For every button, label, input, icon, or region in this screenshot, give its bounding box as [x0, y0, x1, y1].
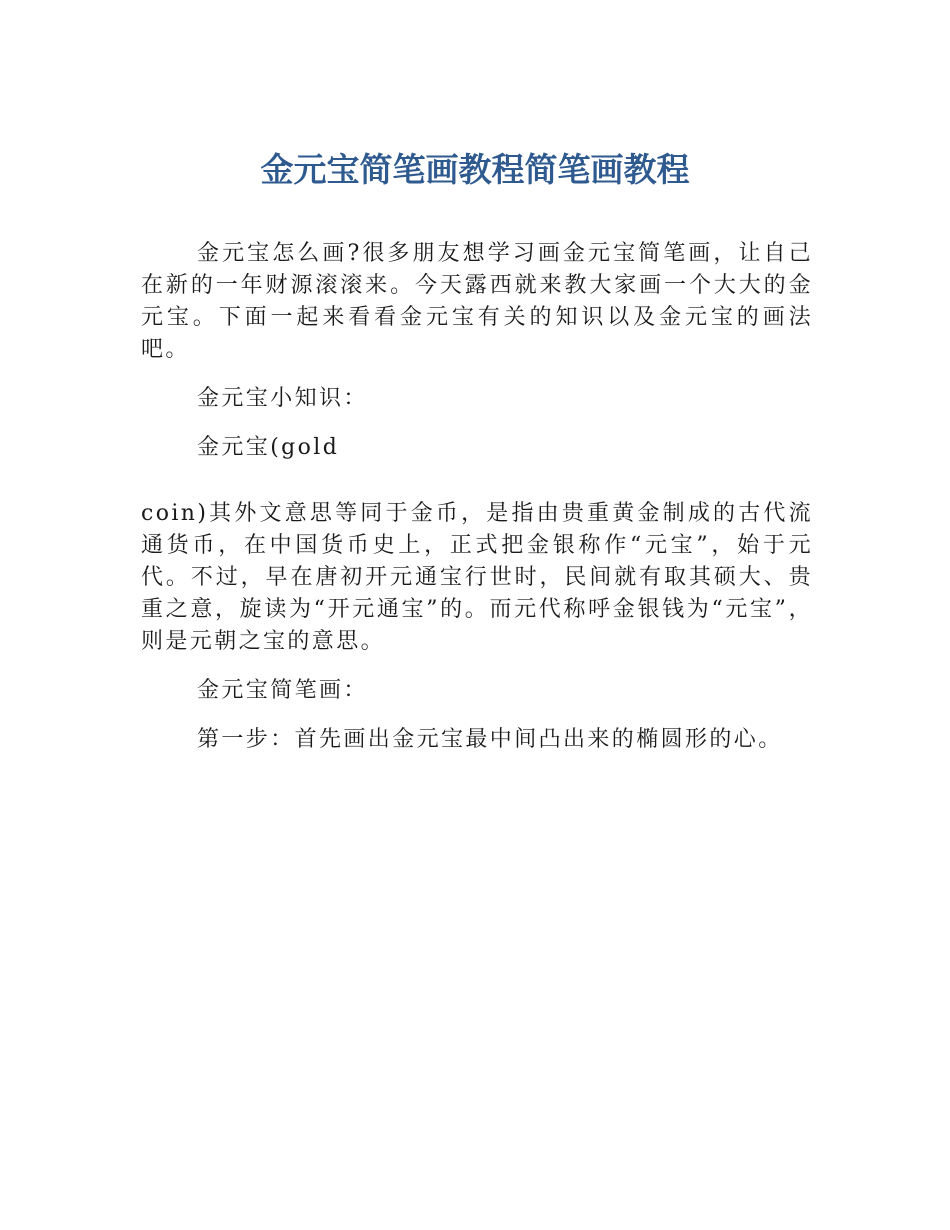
step-one-paragraph: 第一步：首先画出金元宝最中间凸出来的椭圆形的心。 — [197, 727, 783, 752]
gold-coin-label: 金元宝(gold — [197, 435, 340, 460]
history-paragraph: coin)其外文意思等同于金币，是指由贵重黄金制成的古代流通货币，在中国货币史上，正式把金银称作“元宝”，始于元代。不过，早在唐初开元通宝行世时，民间就有取其硕大、贵重之意，旋读为“开元通宝”的。而元代称呼金银钱为“元宝”，则是元朝之宝的意思。 — [141, 501, 813, 654]
drawing-heading: 金元宝简笔画： — [197, 678, 368, 703]
document-body — [141, 238, 813, 756]
document-title: 金元宝简笔画教程简笔画教程 — [260, 150, 690, 189]
intro-paragraph: 金元宝怎么画?很多朋友想学习画金元宝简笔画，让自己在新的一年财源滚滚来。今天露西就来教大家画一个大大的金元宝。下面一起来看看金元宝有关的知识以及金元宝的画法吧。 — [141, 241, 813, 362]
knowledge-heading: 金元宝小知识： — [197, 386, 368, 411]
